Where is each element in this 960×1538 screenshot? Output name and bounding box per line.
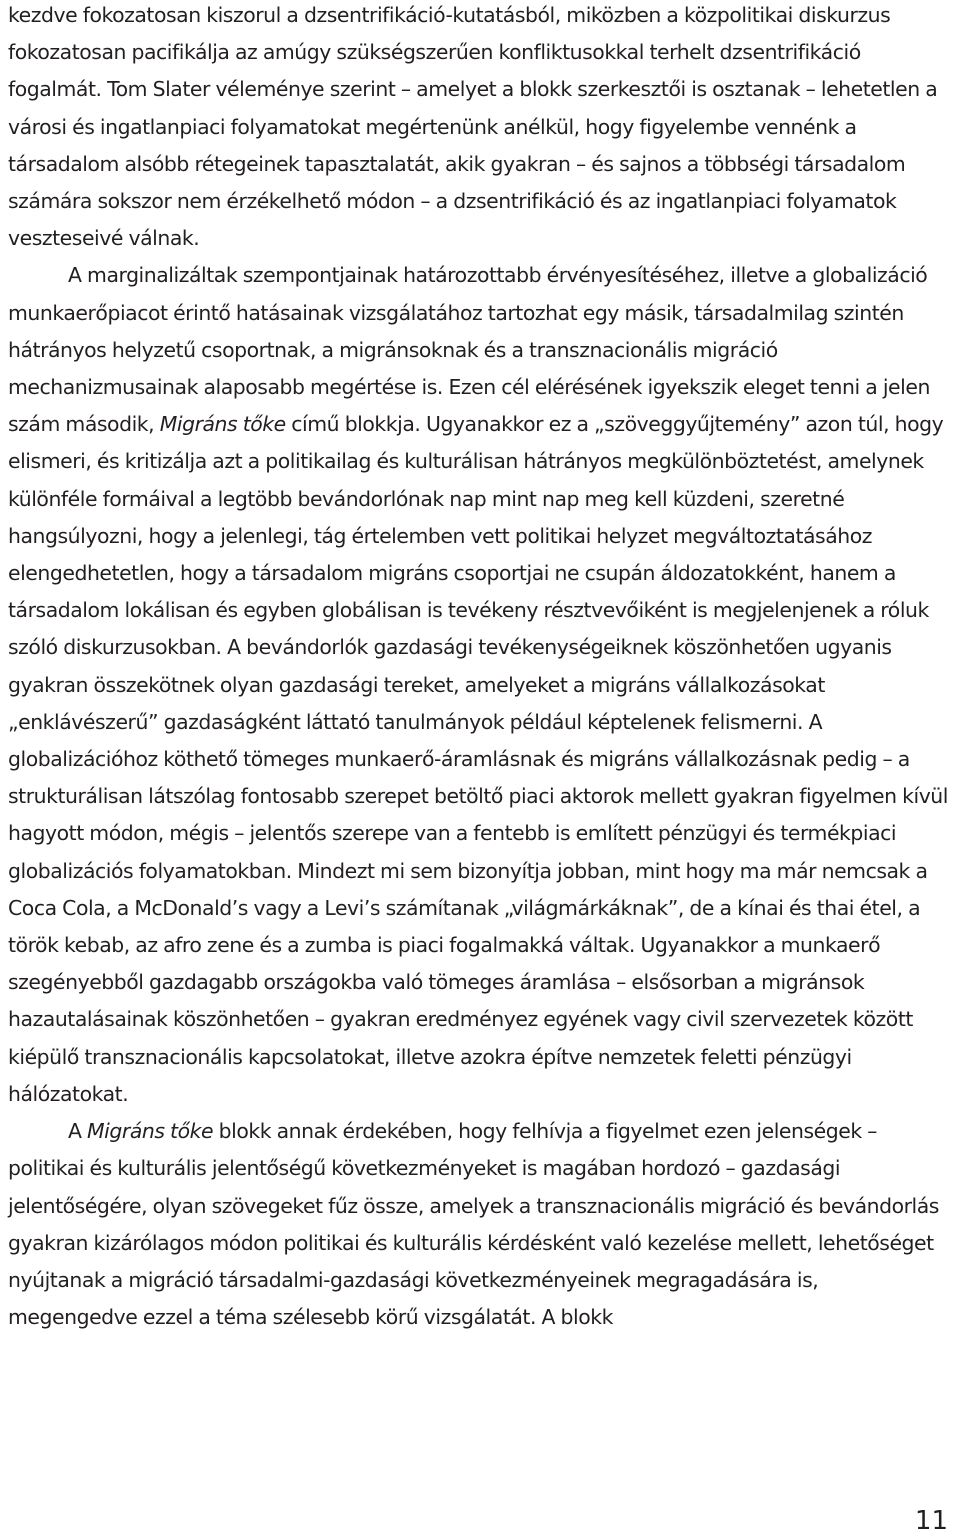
paragraph-2 <box>8 257 948 1113</box>
body-text <box>8 0 948 1336</box>
paragraph-1-text: kezdve fokozatosan kiszorul a dzsentrifikáció-kutatásból, miközben a közpolitikai diskurzus fokozatosan pacifikálja az amúgy szükségszerűen konfliktusokkal terhelt dzsentrifikáció fogalmát. Tom Slater véleménye szerint – amelyet a blokk szerkesztői is osztanak – lehetetlen a városi és ingatlanpiaci folyamatokat megértenünk anélkül, hogy figyelembe vennénk a társadalom alsóbb rétegeinek tapasztalatát, akik gyakran – és sajnos a többségi társadalom számára sokszor nem érzékelhető módon – a dzsentrifikáció és az ingatlanpiaci folyamatok veszteseivé válnak. <box>8 3 938 251</box>
document-page <box>8 0 948 1538</box>
paragraph-3-italic-title: Migráns tőke <box>87 1119 214 1144</box>
paragraph-3-text-a: A <box>68 1119 88 1144</box>
paragraph-2-text-a: A marginalizáltak szempontjainak határozottabb érvényesítéséhez, illetve a globalizáció munkaerőpiacot érintő hatásainak vizsgálatához tartozhat egy másik, társadalmilag szintén hátrányos helyzetű csoportnak, a migránsoknak és a transznacionális migráció mechanizmusainak alaposabb megértése is. Ezen cél elérésének igyekszik eleget tenni a jelen szám második, <box>8 263 930 437</box>
paragraph-2-text-b: című blokkja. Ugyanakkor ez a „szöveggyűjtemény” azon túl, hogy elismeri, és kritizálja azt a politikailag és kulturálisan hátrányos megkülönböztetést, amelynek különféle formáival a legtöbb bevándorlónak nap mint nap meg kell küzdeni, szeretné hangsúlyozni, hogy a jelenlegi, tág értelemben vett politikai helyzet megváltoztatásához elengedhetetlen, hogy a társadalom migráns csoportjai ne csupán áldozatokként, hanem a társadalom lokálisan és egyben globálisan is tevékeny résztvevőiként is megjelenjenek a róluk szóló diskurzusokban. A bevándorlók gazdasági tevékenységeiknek köszönhetően ugyanis gyakran összekötnek olyan gazdasági tereket, amelyeket a migráns vállalkozásokat „enklávészerű” gazdaságként láttató tanulmányok például képtelenek felismerni. A globalizációhoz köthető tömeges munkaerő-áramlásnak és migráns vállalkozásnak pedig – a strukturálisan látszólag fontosabb szerepet betöltő piaci aktorok mellett gyakran figyelmen kívül hagyott módon, mégis – jelentős szerepe van a fentebb is említett pénzügyi és termékpiaci globalizációs folyamatokban. Mindezt mi sem bizonyítja jobban, mint hogy ma már nemcsak a Coca Cola, a McDonald’s vagy a Levi’s számítanak „világmárkáknak”, de a kínai és thai étel, a török kebab, az afro zene és a zumba is piaci fogalmakká váltak. Ugyanakkor a munkaerő szegényebből gazdagabb országokba való tömeges áramlása – elsősorban a migránsok hazautalásainak köszönhetően – gyakran eredményez egyének vagy civil szervezetek között kiépülő transznacionális kapcsolatokat, illetve azokra építve nemzetek feletti pénzügyi hálózatokat. <box>8 412 948 1106</box>
paragraph-3 <box>8 1113 948 1336</box>
paragraph-3-text-b: blokk annak érdekében, hogy felhívja a figyelmet ezen jelenségek – politikai és kulturális jelentőségű következményeket is magában hordozó – gazdasági jelentőségére, olyan szövegeket fűz össze, amelyek a transznacionális migráció és bevándorlás gyakran kizárólagos módon politikai és kulturális kérdésként való kezelése mellett, lehetőséget nyújtanak a migráció társadalmi-gazdasági következményeinek megragadására is, megengedve ezzel a téma szélesebb körű vizsgálatát. A blokk <box>8 1119 939 1330</box>
paragraph-1 <box>8 0 948 257</box>
paragraph-2-italic-title: Migráns tőke <box>159 412 286 437</box>
page-number: 11 <box>914 1506 948 1536</box>
